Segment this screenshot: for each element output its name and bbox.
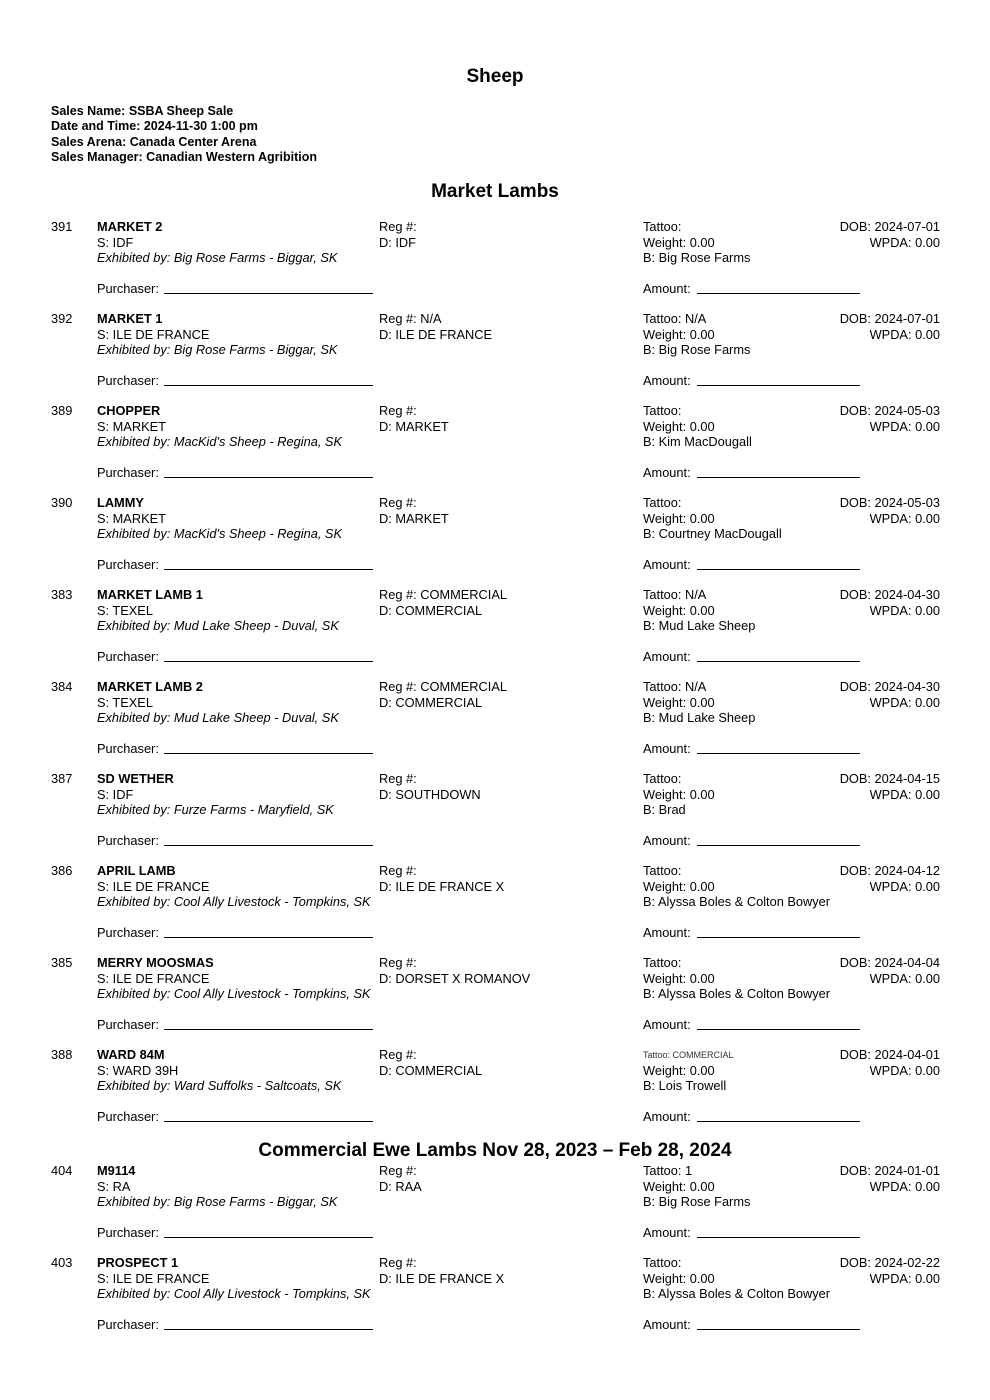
- date-of-birth: DOB: 2024-04-30: [839, 679, 940, 694]
- breeder: B: Mud Lake Sheep: [643, 618, 756, 633]
- breeder: B: Brad: [643, 802, 686, 817]
- lot-entry: [0, 1047, 990, 1137]
- registration-number: Reg #:: [379, 1163, 417, 1178]
- amount-blank-line: [697, 661, 860, 662]
- breeder: B: Alyssa Boles & Colton Bowyer: [643, 894, 831, 909]
- purchaser-label: Purchaser:: [97, 741, 159, 756]
- sales-name: Sales Name: SSBA Sheep Sale: [51, 104, 234, 118]
- date-of-birth: DOB: 2024-05-03: [839, 495, 940, 510]
- purchaser-label: Purchaser:: [97, 833, 159, 848]
- lot-number: 404: [51, 1163, 73, 1178]
- animal-name: CHOPPER: [97, 403, 161, 418]
- registration-number: Reg #:: [379, 771, 417, 786]
- sire: S: TEXEL: [97, 602, 153, 618]
- weight: Weight: 0.00: [643, 234, 715, 250]
- exhibitor: Exhibited by: MacKid's Sheep - Regina, SK: [97, 434, 343, 449]
- purchaser-label: Purchaser:: [97, 465, 159, 480]
- purchaser-label: Purchaser:: [97, 649, 159, 664]
- sire: S: ILE DE FRANCE: [97, 970, 210, 986]
- exhibitor: Exhibited by: Mud Lake Sheep - Duval, SK: [97, 710, 339, 725]
- amount-blank-line: [697, 477, 860, 478]
- exhibitor: Exhibited by: Big Rose Farms - Biggar, SK: [97, 250, 338, 265]
- purchaser-label: Purchaser:: [97, 925, 159, 940]
- sire: S: RA: [97, 1178, 131, 1194]
- wpda: WPDA: 0.00: [869, 326, 940, 342]
- registration-number: Reg #:: [379, 863, 417, 878]
- animal-name: APRIL LAMB: [97, 863, 176, 878]
- weight: Weight: 0.00: [643, 878, 715, 894]
- exhibitor: Exhibited by: Cool Ally Livestock - Tompkins, SK: [97, 986, 371, 1001]
- tattoo: Tattoo:: [643, 771, 682, 786]
- breeder: B: Big Rose Farms: [643, 1194, 751, 1209]
- amount-label: Amount:: [643, 1017, 691, 1032]
- purchaser-blank-line: [164, 937, 373, 938]
- lot-entry: [0, 403, 990, 493]
- purchaser-blank-line: [164, 1029, 373, 1030]
- animal-name: MARKET 2: [97, 219, 163, 234]
- lot-entry: [0, 679, 990, 769]
- amount-blank-line: [697, 1237, 860, 1238]
- registration-number: Reg #:: [379, 495, 417, 510]
- animal-name: MERRY MOOSMAS: [97, 955, 214, 970]
- sire: S: WARD 39H: [97, 1062, 179, 1078]
- amount-label: Amount:: [643, 833, 691, 848]
- lot-number: 383: [51, 587, 73, 602]
- lot-number: 384: [51, 679, 73, 694]
- purchaser-label: Purchaser:: [97, 1017, 159, 1032]
- dam: D: ILE DE FRANCE X: [379, 878, 505, 894]
- amount-label: Amount:: [643, 1317, 691, 1332]
- lot-number: 389: [51, 403, 73, 418]
- dam: D: MARKET: [379, 418, 449, 434]
- breeder: B: Alyssa Boles & Colton Bowyer: [643, 986, 831, 1001]
- registration-number: Reg #: N/A: [379, 311, 442, 326]
- purchaser-label: Purchaser:: [97, 1317, 159, 1332]
- tattoo: Tattoo: 1: [643, 1163, 693, 1178]
- date-of-birth: DOB: 2024-04-15: [839, 771, 940, 786]
- registration-number: Reg #: COMMERCIAL: [379, 587, 508, 602]
- purchaser-blank-line: [164, 1121, 373, 1122]
- breeder: B: Big Rose Farms: [643, 342, 751, 357]
- tattoo: Tattoo: N/A: [643, 679, 707, 694]
- wpda: WPDA: 0.00: [869, 418, 940, 434]
- purchaser-label: Purchaser:: [97, 373, 159, 388]
- date-of-birth: DOB: 2024-04-04: [839, 955, 940, 970]
- tattoo: Tattoo:: [643, 863, 682, 878]
- dam: D: MARKET: [379, 510, 449, 526]
- tattoo: Tattoo: N/A: [643, 311, 707, 326]
- dam: D: ILE DE FRANCE X: [379, 1270, 505, 1286]
- sales-manager: Sales Manager: Canadian Western Agribition: [51, 149, 318, 164]
- sire: S: TEXEL: [97, 694, 153, 710]
- purchaser-label: Purchaser:: [97, 1109, 159, 1124]
- lot-number: 390: [51, 495, 73, 510]
- weight: Weight: 0.00: [643, 418, 715, 434]
- purchaser-blank-line: [164, 1237, 373, 1238]
- animal-name: MARKET LAMB 2: [97, 679, 203, 694]
- amount-blank-line: [697, 1329, 860, 1330]
- lot-number: 392: [51, 311, 73, 326]
- section-title-commercial-ewe-lambs: Commercial Ewe Lambs Nov 28, 2023 – Feb 28, 2024: [258, 1140, 732, 1161]
- purchaser-blank-line: [164, 293, 373, 294]
- lot-entry: [0, 1163, 990, 1253]
- dam: D: COMMERCIAL: [379, 1062, 483, 1078]
- amount-blank-line: [697, 1029, 860, 1030]
- animal-name: MARKET LAMB 1: [97, 587, 203, 602]
- registration-number: Reg #:: [379, 403, 417, 418]
- sire: S: ILE DE FRANCE: [97, 878, 210, 894]
- weight: Weight: 0.00: [643, 602, 715, 618]
- registration-number: Reg #: COMMERCIAL: [379, 679, 508, 694]
- registration-number: Reg #:: [379, 219, 417, 234]
- sales-date-time: Date and Time: 2024-11-30 1:00 pm: [51, 119, 258, 134]
- date-of-birth: DOB: 2024-01-01: [839, 1163, 940, 1178]
- exhibitor: Exhibited by: Furze Farms - Maryfield, SK: [97, 802, 334, 817]
- lot-number: 387: [51, 771, 73, 786]
- purchaser-blank-line: [164, 845, 373, 846]
- sire: S: IDF: [97, 786, 134, 802]
- exhibitor: Exhibited by: Ward Suffolks - Saltcoats, SK: [97, 1078, 342, 1093]
- purchaser-label: Purchaser:: [97, 281, 159, 296]
- breeder: B: Lois Trowell: [643, 1078, 727, 1093]
- dam: D: SOUTHDOWN: [379, 786, 481, 802]
- amount-blank-line: [697, 845, 860, 846]
- sale-info: [51, 104, 317, 165]
- weight: Weight: 0.00: [643, 1178, 715, 1194]
- sales-arena: Sales Arena: Canada Center Arena: [51, 134, 257, 149]
- animal-name: LAMMY: [97, 495, 144, 510]
- weight: Weight: 0.00: [643, 970, 715, 986]
- lot-number: 386: [51, 863, 73, 878]
- lot-entry: [0, 219, 990, 309]
- tattoo: Tattoo:: [643, 219, 682, 234]
- lot-entry: [0, 1255, 990, 1345]
- breeder: B: Big Rose Farms: [643, 250, 751, 265]
- section-title-market-lambs: Market Lambs: [431, 181, 559, 202]
- breeder: B: Courtney MacDougall: [643, 526, 782, 541]
- weight: Weight: 0.00: [643, 326, 715, 342]
- amount-blank-line: [697, 569, 860, 570]
- purchaser-blank-line: [164, 385, 373, 386]
- amount-blank-line: [697, 293, 860, 294]
- dam: D: COMMERCIAL: [379, 694, 483, 710]
- purchaser-blank-line: [164, 477, 373, 478]
- amount-label: Amount:: [643, 557, 691, 572]
- sire: S: MARKET: [97, 418, 166, 434]
- lot-entry: [0, 955, 990, 1045]
- date-of-birth: DOB: 2024-05-03: [839, 403, 940, 418]
- date-of-birth: DOB: 2024-07-01: [839, 311, 940, 326]
- exhibitor: Exhibited by: Cool Ally Livestock - Tompkins, SK: [97, 1286, 371, 1301]
- weight: Weight: 0.00: [643, 1270, 715, 1286]
- amount-label: Amount:: [643, 281, 691, 296]
- purchaser-label: Purchaser:: [97, 557, 159, 572]
- lot-entry: [0, 771, 990, 861]
- sire: S: IDF: [97, 234, 134, 250]
- date-of-birth: DOB: 2024-04-01: [839, 1047, 940, 1062]
- exhibitor: Exhibited by: Cool Ally Livestock - Tompkins, SK: [97, 894, 371, 909]
- dam: D: DORSET X ROMANOV: [379, 970, 531, 986]
- purchaser-label: Purchaser:: [97, 1225, 159, 1240]
- dam: D: IDF: [379, 234, 416, 250]
- amount-label: Amount:: [643, 373, 691, 388]
- wpda: WPDA: 0.00: [869, 786, 940, 802]
- tattoo: Tattoo: COMMERCIAL: [643, 1050, 734, 1060]
- lot-number: 403: [51, 1255, 73, 1270]
- lot-entry: [0, 495, 990, 585]
- lot-entry: [0, 587, 990, 677]
- exhibitor: Exhibited by: Mud Lake Sheep - Duval, SK: [97, 618, 339, 633]
- breeder: B: Kim MacDougall: [643, 434, 752, 449]
- registration-number: Reg #:: [379, 955, 417, 970]
- breeder: B: Alyssa Boles & Colton Bowyer: [643, 1286, 831, 1301]
- weight: Weight: 0.00: [643, 694, 715, 710]
- animal-name: WARD 84M: [97, 1047, 165, 1062]
- amount-blank-line: [697, 937, 860, 938]
- lot-number: 385: [51, 955, 73, 970]
- sire: S: MARKET: [97, 510, 166, 526]
- page-title: Sheep: [466, 66, 524, 87]
- exhibitor: Exhibited by: MacKid's Sheep - Regina, SK: [97, 526, 343, 541]
- purchaser-blank-line: [164, 1329, 373, 1330]
- exhibitor: Exhibited by: Big Rose Farms - Biggar, SK: [97, 342, 338, 357]
- weight: Weight: 0.00: [643, 786, 715, 802]
- tattoo: Tattoo:: [643, 403, 682, 418]
- wpda: WPDA: 0.00: [869, 234, 940, 250]
- purchaser-blank-line: [164, 569, 373, 570]
- registration-number: Reg #:: [379, 1255, 417, 1270]
- animal-name: SD WETHER: [97, 771, 174, 786]
- dam: D: COMMERCIAL: [379, 602, 483, 618]
- animal-name: M9114: [97, 1163, 136, 1178]
- lot-number: 391: [51, 219, 73, 234]
- amount-label: Amount:: [643, 741, 691, 756]
- lot-number: 388: [51, 1047, 73, 1062]
- amount-label: Amount:: [643, 1225, 691, 1240]
- sire: S: ILE DE FRANCE: [97, 1270, 210, 1286]
- amount-blank-line: [697, 1121, 860, 1122]
- date-of-birth: DOB: 2024-07-01: [839, 219, 940, 234]
- date-of-birth: DOB: 2024-02-22: [839, 1255, 940, 1270]
- amount-label: Amount:: [643, 925, 691, 940]
- dam: D: RAA: [379, 1178, 422, 1194]
- registration-number: Reg #:: [379, 1047, 417, 1062]
- date-of-birth: DOB: 2024-04-30: [839, 587, 940, 602]
- amount-label: Amount:: [643, 649, 691, 664]
- breeder: B: Mud Lake Sheep: [643, 710, 756, 725]
- amount-blank-line: [697, 753, 860, 754]
- wpda: WPDA: 0.00: [869, 694, 940, 710]
- lot-entry: [0, 311, 990, 401]
- dam: D: ILE DE FRANCE: [379, 326, 493, 342]
- wpda: WPDA: 0.00: [869, 878, 940, 894]
- wpda: WPDA: 0.00: [869, 1062, 940, 1078]
- tattoo: Tattoo:: [643, 955, 682, 970]
- wpda: WPDA: 0.00: [869, 510, 940, 526]
- lot-entry: [0, 863, 990, 953]
- animal-name: PROSPECT 1: [97, 1255, 179, 1270]
- purchaser-blank-line: [164, 753, 373, 754]
- sire: S: ILE DE FRANCE: [97, 326, 210, 342]
- tattoo: Tattoo:: [643, 495, 682, 510]
- tattoo: Tattoo:: [643, 1255, 682, 1270]
- purchaser-blank-line: [164, 661, 373, 662]
- amount-label: Amount:: [643, 1109, 691, 1124]
- wpda: WPDA: 0.00: [869, 1178, 940, 1194]
- wpda: WPDA: 0.00: [869, 1270, 940, 1286]
- amount-blank-line: [697, 385, 860, 386]
- exhibitor: Exhibited by: Big Rose Farms - Biggar, SK: [97, 1194, 338, 1209]
- wpda: WPDA: 0.00: [869, 970, 940, 986]
- animal-name: MARKET 1: [97, 311, 163, 326]
- date-of-birth: DOB: 2024-04-12: [839, 863, 940, 878]
- amount-label: Amount:: [643, 465, 691, 480]
- weight: Weight: 0.00: [643, 1062, 715, 1078]
- tattoo: Tattoo: N/A: [643, 587, 707, 602]
- wpda: WPDA: 0.00: [869, 602, 940, 618]
- weight: Weight: 0.00: [643, 510, 715, 526]
